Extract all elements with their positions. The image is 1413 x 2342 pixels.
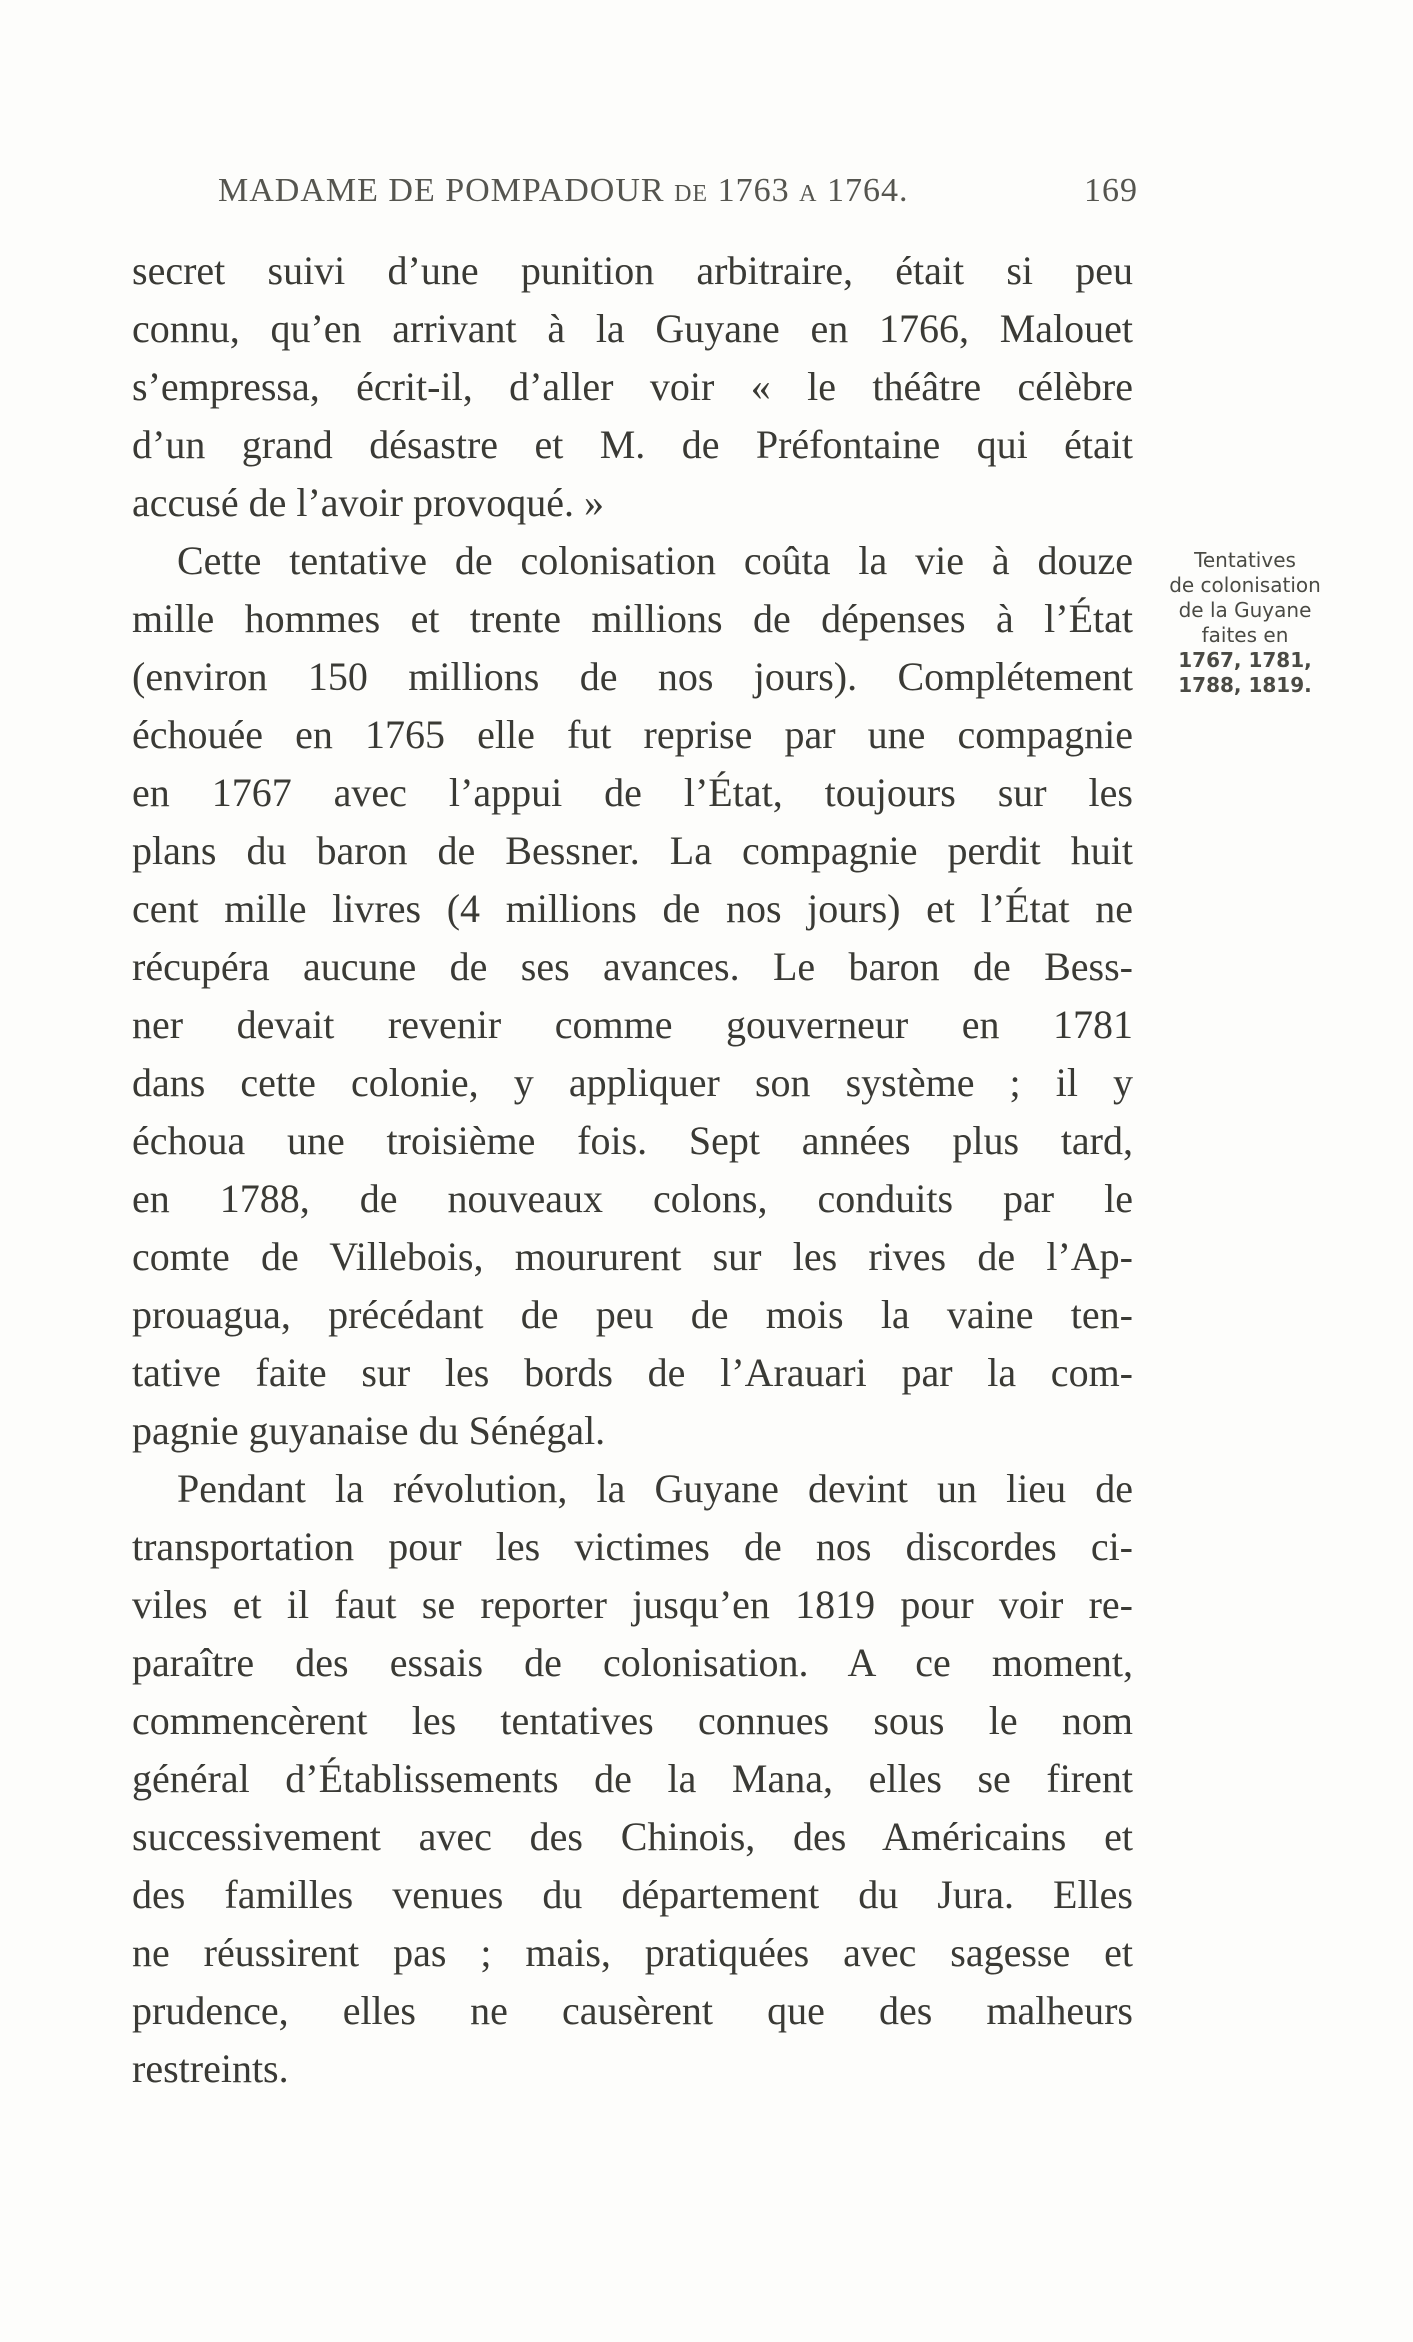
text-line: connu, qu’en arrivant à la Guyane en 1766, Malouet bbox=[132, 306, 1133, 351]
margin-note-line: de colonisation bbox=[1169, 573, 1321, 597]
text-line: commencèrent les tentatives connues sous le nom bbox=[132, 1698, 1133, 1743]
text-line: en 1788, de nouveaux colons, conduits par le bbox=[132, 1176, 1133, 1221]
margin-note-line: de la Guyane bbox=[1178, 598, 1312, 622]
header-range-prefix: DE bbox=[674, 181, 709, 207]
text-line: transportation pour les victimes de nos discordes ci- bbox=[132, 1524, 1133, 1569]
text-line: tative faite sur les bords de l’Arauari par la com- bbox=[132, 1350, 1133, 1395]
text-line: dans cette colonie, y appliquer son système ; il y bbox=[132, 1060, 1133, 1105]
header-title: MADAME DE POMPADOUR bbox=[218, 172, 665, 209]
text-line: Pendant la révolution, la Guyane devint un lieu de bbox=[177, 1466, 1133, 1511]
text-line: prouagua, précédant de peu de mois la vaine ten- bbox=[132, 1292, 1133, 1337]
text-line: échoua une troisième fois. Sept années plus tard, bbox=[132, 1118, 1133, 1163]
text-line: mille hommes et trente millions de dépenses à l’État bbox=[132, 596, 1133, 641]
margin-note bbox=[1155, 548, 1335, 698]
text-line: ner devait revenir comme gouverneur en 1781 bbox=[132, 1002, 1133, 1047]
margin-note-line: faites en bbox=[1201, 623, 1289, 647]
text-line: (environ 150 millions de nos jours). Complétement bbox=[132, 654, 1133, 699]
margin-note-line: 1788, 1819. bbox=[1178, 673, 1312, 697]
margin-note-line: Tentatives bbox=[1194, 548, 1296, 572]
text-line: ne réussirent pas ; mais, pratiquées avec sagesse et bbox=[132, 1930, 1133, 1975]
body-text bbox=[132, 242, 1133, 2098]
header-range-sep: A bbox=[799, 181, 818, 207]
text-line: paraître des essais de colonisation. A ce moment, bbox=[132, 1640, 1133, 1685]
text-line: Cette tentative de colonisation coûta la vie à douze bbox=[177, 538, 1133, 583]
running-header bbox=[218, 172, 1138, 210]
text-line: des familles venues du département du Jura. Elles bbox=[132, 1872, 1133, 1917]
text-line: restreints. bbox=[132, 2046, 289, 2091]
header-year-to: 1764. bbox=[826, 172, 909, 209]
text-line: viles et il faut se reporter jusqu’en 1819 pour voir re- bbox=[132, 1582, 1133, 1627]
margin-note-line: 1767, 1781, bbox=[1178, 648, 1312, 672]
text-line: comte de Villebois, moururent sur les rives de l’Ap- bbox=[132, 1234, 1133, 1279]
text-line: en 1767 avec l’appui de l’État, toujours sur les bbox=[132, 770, 1133, 815]
text-line: général d’Établissements de la Mana, elles se firent bbox=[132, 1756, 1133, 1801]
text-line: successivement avec des Chinois, des Américains et bbox=[132, 1814, 1133, 1859]
text-line: plans du baron de Bessner. La compagnie perdit huit bbox=[132, 828, 1133, 873]
text-line: s’empressa, écrit-il, d’aller voir « le théâtre célèbre bbox=[132, 364, 1133, 409]
text-line: cent mille livres (4 millions de nos jours) et l’État ne bbox=[132, 886, 1133, 931]
text-line: prudence, elles ne causèrent que des malheurs bbox=[132, 1988, 1133, 2033]
header-year-from: 1763 bbox=[717, 172, 790, 209]
text-line: échouée en 1765 elle fut reprise par une compagnie bbox=[132, 712, 1133, 757]
text-line: secret suivi d’une punition arbitraire, était si peu bbox=[132, 248, 1133, 293]
text-line: pagnie guyanaise du Sénégal. bbox=[132, 1408, 606, 1453]
text-line: accusé de l’avoir provoqué. » bbox=[132, 480, 605, 525]
page-number: 169 bbox=[1084, 172, 1138, 209]
text-line: récupéra aucune de ses avances. Le baron de Bess- bbox=[132, 944, 1133, 989]
running-title bbox=[218, 172, 908, 210]
text-line: d’un grand désastre et M. de Préfontaine qui était bbox=[132, 422, 1133, 467]
